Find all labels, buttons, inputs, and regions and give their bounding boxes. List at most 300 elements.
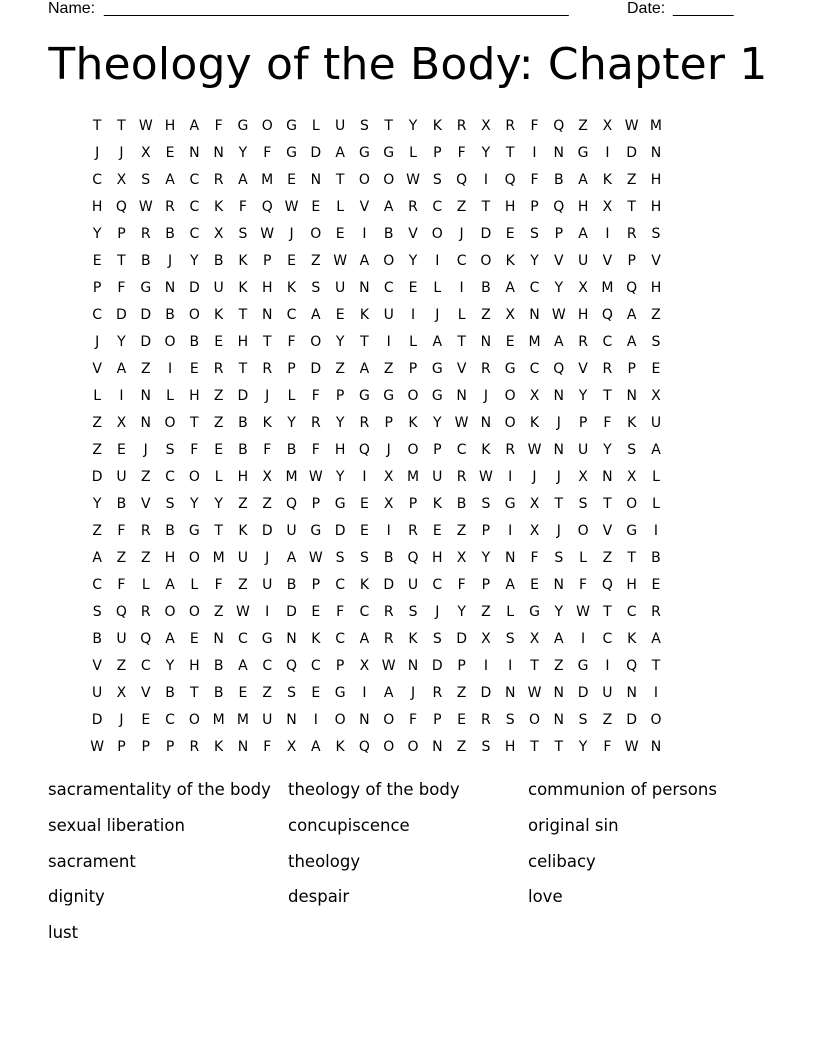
grid-letter: S [335, 549, 345, 566]
grid-letter: P [457, 657, 466, 674]
grid-letter: Z [140, 549, 151, 566]
grid-row [85, 166, 731, 193]
grid-letter: N [213, 630, 224, 647]
grid-letter: V [92, 657, 102, 674]
grid-letter: T [335, 171, 345, 188]
grid-letter: F [579, 576, 588, 593]
grid-letter: L [93, 387, 102, 404]
grid-letter: I [362, 684, 367, 701]
grid-letter: U [383, 306, 394, 323]
grid-letter: R [140, 603, 151, 620]
grid-letter: R [383, 603, 394, 620]
grid-letter: J [119, 711, 124, 728]
grid-letter: Q [553, 360, 565, 377]
grid-letter: M [285, 468, 298, 485]
grid-letter: D [626, 144, 638, 161]
grid-letter: E [287, 252, 296, 269]
grid-letter: E [311, 684, 321, 701]
grid-letter: N [213, 144, 224, 161]
grid-letter: S [408, 603, 418, 620]
grid-letter: I [605, 144, 610, 161]
grid-letter: W [260, 225, 275, 242]
grid-letter: Q [504, 171, 516, 188]
grid-letter: Z [335, 360, 345, 377]
grid-row [85, 220, 731, 247]
grid-letter: F [530, 549, 539, 566]
grid-letter: P [530, 198, 539, 215]
grid-letter: E [165, 144, 175, 161]
grid-letter: D [188, 279, 200, 296]
grid-letter: J [167, 252, 173, 269]
grid-letter: N [553, 441, 565, 458]
grid-letter: E [141, 711, 151, 728]
grid-letter: Z [651, 306, 661, 323]
grid-letter: F [263, 738, 272, 755]
grid-letter: I [167, 360, 173, 377]
grid-letter: P [433, 711, 442, 728]
grid-letter: X [481, 630, 491, 647]
grid-letter: B [383, 225, 394, 242]
grid-letter: V [140, 684, 151, 701]
grid-letter: L [579, 549, 587, 566]
grid-letter: T [238, 360, 248, 377]
grid-letter: K [238, 522, 248, 539]
grid-letter: J [435, 603, 440, 620]
grid-letter: R [505, 441, 516, 458]
grid-letter: S [359, 549, 369, 566]
grid-letter: T [627, 198, 636, 215]
grid-letter: W [406, 171, 420, 188]
grid-letter: U [116, 468, 127, 485]
grid-letter: R [432, 684, 443, 701]
grid-letter: M [212, 711, 225, 728]
grid-letter: L [409, 144, 417, 161]
grid-letter: K [359, 576, 369, 593]
grid-letter: C [92, 576, 103, 593]
grid-letter: T [384, 117, 393, 134]
grid-letter: Q [358, 441, 370, 458]
grid-letter: P [311, 495, 321, 512]
grid-letter: H [334, 441, 346, 458]
grid-letter: R [651, 603, 661, 620]
grid-letter: E [505, 225, 515, 242]
grid-letter: E [505, 333, 515, 350]
grid-letter: Q [626, 279, 638, 296]
grid-letter: C [310, 657, 321, 674]
grid-letter: Z [140, 468, 151, 485]
grid-letter: R [408, 198, 418, 215]
grid-letter: G [188, 522, 200, 539]
grid-letter: B [165, 225, 175, 242]
grid-letter: B [213, 684, 224, 701]
grid-letter: Z [481, 306, 491, 323]
grid-row [85, 382, 731, 409]
grid-letter: Y [408, 117, 418, 134]
word-list-item: lust [48, 923, 79, 943]
grid-letter: N [626, 387, 637, 404]
grid-letter: R [481, 360, 491, 377]
grid-letter: E [238, 684, 248, 701]
grid-letter: B [456, 495, 467, 512]
grid-letter: T [457, 333, 466, 350]
grid-letter: K [214, 738, 224, 755]
grid-letter: I [459, 279, 464, 296]
grid-letter: T [530, 657, 539, 674]
grid-letter: E [92, 252, 102, 269]
grid-letter: A [578, 171, 588, 188]
grid-letter: P [335, 387, 345, 404]
grid-letter: Z [262, 495, 273, 512]
grid-letter: P [554, 225, 564, 242]
grid-letter: U [92, 684, 103, 701]
grid-letter: I [386, 333, 391, 350]
grid-letter: H [504, 198, 516, 215]
grid-letter: I [362, 225, 367, 242]
grid-letter: A [189, 117, 200, 134]
grid-letter: Z [481, 603, 491, 620]
grid-letter: W [236, 603, 250, 620]
grid-letter: P [335, 657, 345, 674]
grid-letter: Z [602, 549, 613, 566]
grid-letter: S [651, 333, 661, 350]
grid-letter: P [627, 360, 636, 377]
grid-letter: Z [262, 684, 273, 701]
grid-letter: M [261, 171, 274, 188]
grid-letter: U [334, 117, 346, 134]
grid-letter: C [529, 279, 540, 296]
grid-letter: N [140, 414, 151, 431]
grid-letter: N [407, 657, 419, 674]
grid-letter: G [529, 603, 540, 620]
grid-letter: N [286, 711, 297, 728]
grid-letter: W [284, 198, 299, 215]
grid-row [85, 625, 731, 652]
grid-letter: O [407, 441, 419, 458]
grid-letter: A [651, 441, 661, 458]
grid-letter: P [117, 738, 126, 755]
grid-letter: Z [140, 360, 151, 377]
grid-letter: R [383, 630, 394, 647]
grid-letter: G [286, 117, 297, 134]
grid-letter: A [286, 549, 297, 566]
grid-letter: Y [481, 549, 491, 566]
grid-letter: R [626, 225, 637, 242]
grid-letter: Z [553, 657, 564, 674]
grid-letter: S [141, 171, 151, 188]
grid-letter: P [384, 414, 393, 431]
grid-letter: J [532, 468, 537, 485]
grid-letter: N [480, 333, 492, 350]
grid-letter: Z [238, 495, 248, 512]
grid-letter: D [237, 387, 249, 404]
grid-letter: G [504, 495, 516, 512]
grid-letter: Q [286, 495, 298, 512]
grid-letter: Y [335, 333, 345, 350]
grid-letter: N [286, 630, 297, 647]
grid-row [85, 328, 731, 355]
grid-letter: B [189, 333, 200, 350]
word-list-item: theology [288, 851, 361, 871]
grid-letter: Y [433, 414, 442, 431]
grid-letter: P [408, 495, 418, 512]
grid-row [85, 139, 731, 166]
grid-row [85, 517, 731, 544]
grid-letter: T [190, 684, 199, 701]
grid-letter: V [408, 225, 418, 242]
grid-letter: J [556, 522, 561, 539]
grid-letter: D [456, 630, 467, 647]
grid-letter: A [383, 684, 394, 701]
grid-letter: G [358, 387, 370, 404]
grid-letter: A [359, 360, 370, 377]
grid-letter: D [383, 576, 395, 593]
grid-letter: X [456, 549, 467, 566]
word-list-item: celibacy [528, 851, 596, 871]
grid-letter: V [578, 360, 588, 377]
grid-letter: I [605, 225, 610, 242]
grid-letter: B [286, 576, 297, 593]
grid-letter: Y [457, 603, 466, 620]
grid-letter: P [481, 576, 491, 593]
grid-letter: S [92, 603, 102, 620]
grid-letter: E [457, 711, 467, 728]
word-list-item: love [528, 887, 563, 907]
grid-letter: T [554, 738, 564, 755]
grid-letter: J [265, 387, 270, 404]
grid-letter: L [190, 576, 199, 593]
grid-letter: D [480, 225, 492, 242]
grid-letter: N [310, 171, 322, 188]
grid-letter: X [116, 414, 127, 431]
grid-letter: Y [335, 414, 345, 431]
grid-letter: Z [456, 738, 467, 755]
grid-letter: V [554, 252, 564, 269]
grid-letter: H [650, 198, 662, 215]
grid-letter: V [602, 252, 613, 269]
grid-letter: P [481, 522, 491, 539]
grid-letter: U [213, 279, 224, 296]
grid-letter: A [432, 333, 443, 350]
grid-letter: S [530, 225, 539, 242]
grid-letter: K [408, 630, 418, 647]
grid-letter: N [553, 684, 565, 701]
grid-letter: L [652, 468, 660, 485]
grid-letter: N [164, 279, 176, 296]
grid-letter: T [238, 306, 248, 323]
grid-letter: G [310, 522, 322, 539]
grid-letter: K [359, 306, 369, 323]
grid-letter: Y [603, 441, 612, 458]
grid-letter: F [263, 441, 272, 458]
word-list-item: sacrament [48, 851, 136, 871]
grid-letter: S [505, 711, 515, 728]
grid-letter: U [407, 576, 419, 593]
grid-letter: X [383, 495, 394, 512]
grid-letter: F [190, 441, 199, 458]
grid-letter: T [481, 198, 491, 215]
grid-letter: Z [92, 441, 102, 458]
grid-letter: V [359, 198, 370, 215]
grid-letter: A [554, 630, 564, 647]
grid-letter: B [116, 495, 127, 512]
grid-letter: C [432, 576, 443, 593]
grid-letter: H [626, 576, 637, 593]
grid-letter: I [532, 144, 537, 161]
grid-letter: P [578, 414, 588, 431]
grid-letter: I [483, 657, 488, 674]
grid-letter: X [286, 738, 297, 755]
grid-letter: X [578, 468, 588, 485]
grid-letter: Q [601, 576, 613, 593]
grid-letter: H [577, 306, 589, 323]
grid-letter: U [262, 711, 273, 728]
grid-letter: B [383, 549, 394, 566]
grid-letter: E [651, 360, 661, 377]
grid-letter: F [214, 117, 223, 134]
grid-letter: J [410, 684, 416, 701]
grid-letter: O [188, 603, 200, 620]
grid-letter: N [602, 468, 613, 485]
grid-letter: Y [554, 279, 564, 296]
grid-letter: X [481, 117, 491, 134]
word-search-grid [85, 112, 731, 760]
grid-letter: G [334, 684, 346, 701]
grid-letter: S [505, 630, 515, 647]
grid-letter: N [553, 576, 565, 593]
grid-letter: R [140, 225, 151, 242]
grid-letter: T [554, 495, 564, 512]
grid-letter: X [529, 630, 540, 647]
grid-letter: A [651, 630, 661, 647]
grid-letter: X [213, 225, 224, 242]
grid-letter: I [362, 468, 367, 485]
grid-letter: Q [601, 306, 613, 323]
grid-letter: R [408, 522, 418, 539]
grid-letter: U [577, 252, 589, 269]
grid-letter: R [505, 117, 516, 134]
grid-letter: B [165, 522, 175, 539]
grid-letter: Q [456, 171, 468, 188]
grid-letter: I [435, 252, 440, 269]
grid-letter: W [551, 306, 566, 323]
grid-letter: J [119, 144, 124, 161]
grid-letter: U [432, 468, 443, 485]
grid-letter: B [481, 279, 491, 296]
grid-letter: Y [165, 657, 175, 674]
grid-letter: J [556, 414, 561, 431]
grid-letter: R [602, 360, 613, 377]
grid-letter: S [359, 117, 369, 134]
grid-row [85, 193, 731, 220]
grid-letter: B [213, 252, 224, 269]
grid-letter: J [483, 387, 488, 404]
grid-letter: A [626, 306, 637, 323]
grid-letter: E [117, 441, 126, 458]
grid-letter: N [504, 549, 516, 566]
grid-letter: A [92, 549, 102, 566]
grid-letter: V [456, 360, 467, 377]
grid-row [85, 247, 731, 274]
grid-letter: X [626, 468, 637, 485]
grid-letter: C [165, 711, 175, 728]
grid-letter: T [214, 522, 223, 539]
grid-letter: U [286, 522, 297, 539]
grid-letter: Z [578, 117, 588, 134]
grid-letter: N [140, 387, 151, 404]
grid-letter: F [530, 117, 539, 134]
grid-letter: K [238, 252, 248, 269]
grid-letter: G [286, 144, 297, 161]
grid-letter: B [140, 252, 151, 269]
grid-letter: H [164, 117, 176, 134]
grid-letter: Z [92, 522, 102, 539]
grid-letter: W [308, 549, 323, 566]
grid-letter: S [627, 441, 637, 458]
grid-letter: K [602, 171, 612, 188]
grid-letter: B [651, 549, 661, 566]
grid-letter: W [308, 468, 323, 485]
grid-letter: T [603, 495, 612, 512]
grid-letter: J [265, 549, 270, 566]
grid-letter: L [433, 279, 442, 296]
grid-letter: B [286, 441, 297, 458]
grid-letter: E [311, 603, 321, 620]
grid-letter: H [164, 549, 176, 566]
grid-letter: C [602, 630, 613, 647]
grid-letter: Z [383, 360, 394, 377]
grid-row [85, 490, 731, 517]
grid-letter: C [432, 198, 443, 215]
grid-letter: S [651, 225, 661, 242]
grid-letter: I [410, 306, 416, 323]
grid-letter: S [554, 549, 564, 566]
grid-letter: X [602, 198, 613, 215]
grid-letter: X [140, 144, 151, 161]
grid-letter: S [165, 495, 175, 512]
word-list-item: communion of persons [528, 780, 717, 799]
grid-letter: M [649, 117, 663, 134]
grid-letter: T [505, 144, 515, 161]
grid-letter: Z [116, 549, 127, 566]
grid-letter: R [578, 333, 588, 350]
grid-letter: T [190, 414, 199, 431]
grid-letter: C [602, 333, 613, 350]
grid-letter: C [165, 468, 175, 485]
grid-letter: U [650, 414, 662, 431]
grid-letter: O [188, 711, 200, 728]
grid-letter: U [116, 630, 127, 647]
grid-letter: I [508, 522, 513, 539]
grid-letter: L [506, 603, 515, 620]
grid-letter: E [189, 360, 199, 377]
grid-letter: K [432, 495, 442, 512]
grid-letter: F [336, 603, 345, 620]
grid-letter: A [165, 630, 175, 647]
grid-letter: H [237, 333, 249, 350]
grid-letter: A [335, 144, 345, 161]
grid-letter: U [602, 684, 613, 701]
grid-letter: C [189, 198, 200, 215]
grid-letter: E [530, 576, 539, 593]
grid-letter: G [237, 117, 249, 134]
grid-letter: C [359, 603, 370, 620]
grid-letter: A [359, 252, 370, 269]
grid-letter: L [457, 306, 466, 323]
grid-letter: D [310, 360, 322, 377]
grid-letter: Z [456, 522, 467, 539]
grid-letter: X [262, 468, 273, 485]
page-title: Theology of the Body: Chapter 1 [48, 39, 768, 90]
